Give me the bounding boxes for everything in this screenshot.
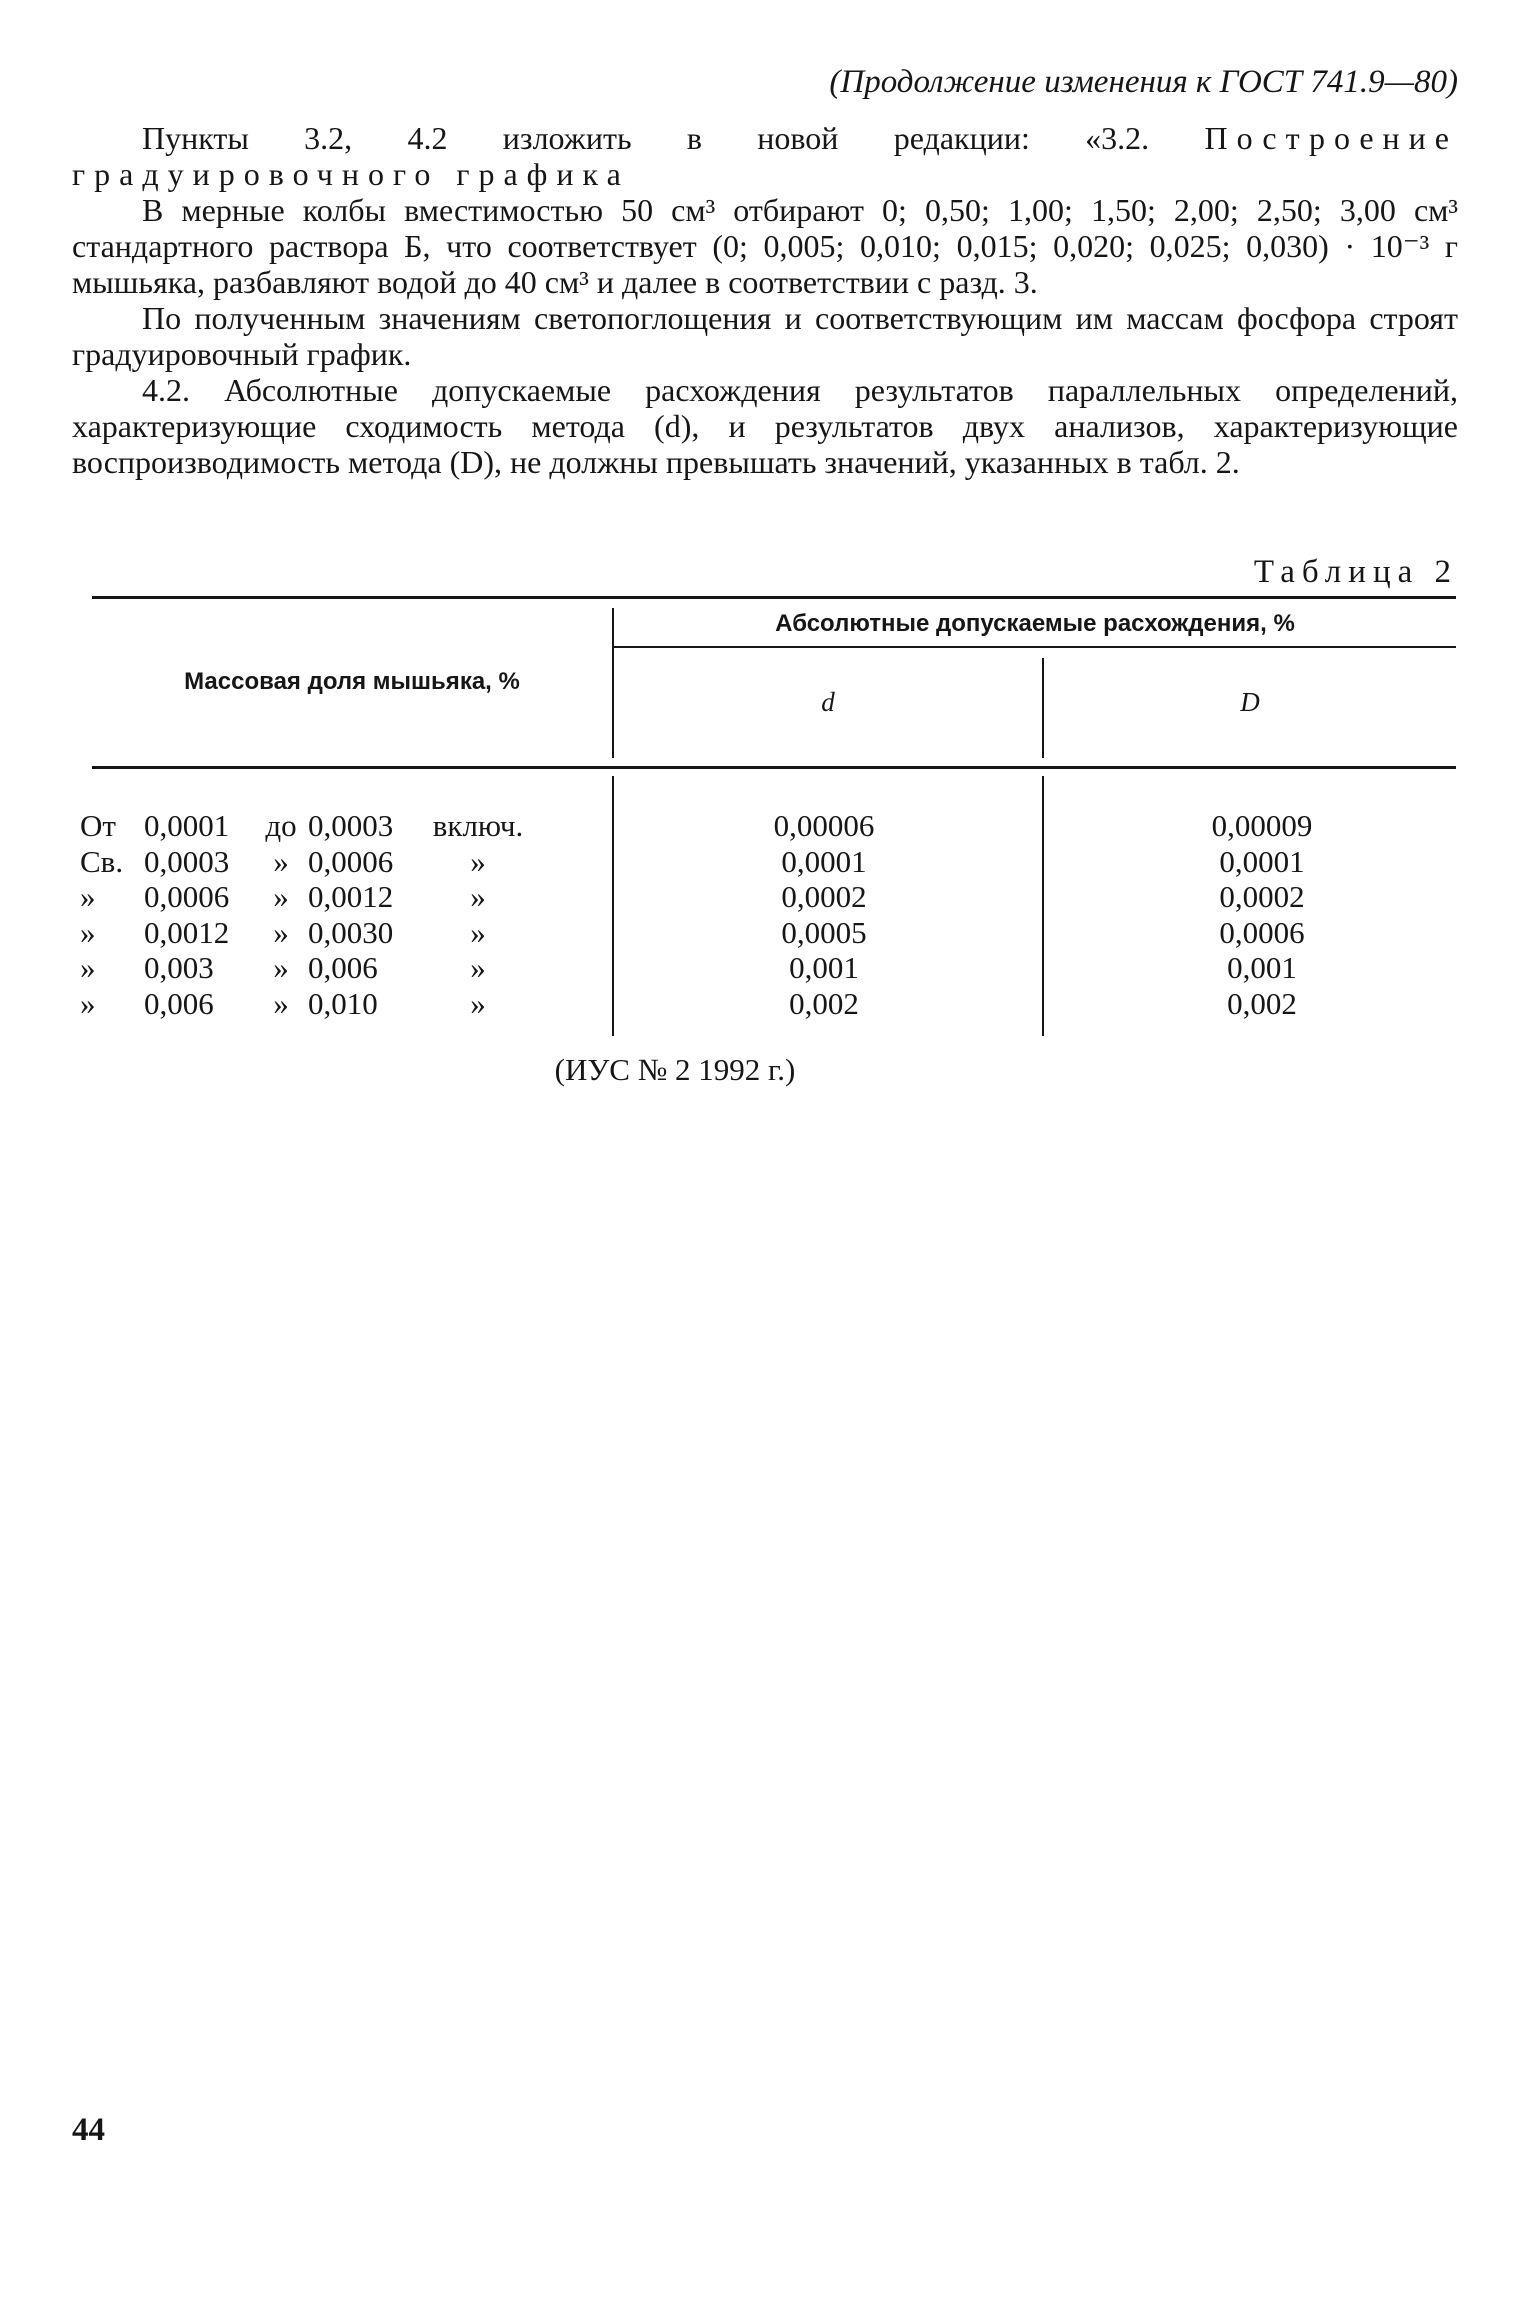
range-to: 0,010 — [308, 985, 378, 1021]
value-D: 0,0002 — [1219, 879, 1305, 914]
value-d: 0,00006 — [773, 808, 875, 843]
paragraph-calibration-procedure: В мерные колбы вместимостью 50 см³ отбирают 0; 0,50; 1,00; 1,50; 2,00; 2,50; 3,00 см³ стандартного раствора Б, что соответствует (0; 0,005; 0,010; 0,015; 0,020; 0,025; 0,030) · 10⁻³ г мышьяка, разбавляют водой до 40 см³ и далее в соответствии с разд. 3. — [72, 192, 1458, 300]
range-from: 0,006 — [144, 985, 214, 1021]
mass-range — [80, 879, 560, 914]
header-tolerances: Абсолютные допускаемые расхождения, % — [775, 610, 1295, 637]
range-prefix: » — [80, 985, 96, 1021]
range-suffix: » — [470, 985, 486, 1021]
range-to: 0,0003 — [308, 808, 394, 843]
range-prefix: » — [80, 879, 96, 914]
value-D: 0,0006 — [1219, 914, 1305, 950]
range-prefix: » — [80, 914, 96, 950]
range-from: 0,0003 — [144, 843, 230, 879]
range-sep: » — [273, 914, 289, 950]
range-to: 0,0030 — [308, 914, 394, 950]
value-D: 0,002 — [1227, 985, 1297, 1021]
mass-range — [80, 986, 560, 1021]
table-row — [80, 843, 1456, 880]
tolerance-table — [80, 596, 1456, 1036]
continuation-header: (Продолжение изменения к ГОСТ 741.9—80) — [829, 64, 1458, 100]
table-group-rule — [612, 646, 1456, 648]
value-d: 0,0005 — [781, 914, 867, 950]
range-suffix: » — [470, 843, 486, 879]
range-from: 0,0001 — [144, 808, 230, 843]
header-D: D — [1240, 687, 1260, 717]
table-caption: Таблица 2 — [1253, 554, 1458, 590]
range-prefix: От — [80, 808, 116, 843]
range-sep: до — [265, 808, 297, 843]
header-mass-fraction: Массовая доля мышьяка, % — [184, 668, 520, 695]
paragraph-revision — [72, 120, 1458, 192]
table-row — [80, 879, 1456, 915]
section-heading: Построение градуировочного графика — [72, 120, 1458, 192]
range-from: 0,0012 — [144, 914, 230, 950]
value-d: 0,001 — [789, 950, 859, 985]
range-to: 0,006 — [308, 950, 378, 985]
paragraph-calibration-graph: По полученным значениям светопоглощения и соответствующим им массам фосфора строят градуировочный график. — [72, 300, 1458, 372]
table-row — [80, 914, 1456, 951]
range-prefix: » — [80, 950, 96, 985]
table-body — [80, 808, 1456, 1021]
range-to: 0,0006 — [308, 843, 394, 879]
table-row — [80, 808, 1456, 844]
value-d: 0,002 — [789, 985, 859, 1021]
range-sep: » — [273, 843, 289, 879]
body-text — [72, 120, 1458, 480]
table-header-rule — [92, 766, 1456, 769]
mass-range — [80, 915, 560, 950]
page-number: 44 — [72, 2112, 105, 2148]
range-sep: » — [273, 985, 289, 1021]
range-from: 0,0006 — [144, 879, 230, 914]
value-D: 0,001 — [1227, 950, 1297, 985]
value-d: 0,0001 — [781, 843, 867, 879]
header-d: d — [821, 687, 835, 717]
value-d: 0,0002 — [781, 879, 867, 914]
range-suffix: » — [470, 879, 486, 914]
table-top-rule — [92, 596, 1456, 599]
value-D: 0,00009 — [1211, 808, 1313, 843]
mass-range — [80, 808, 560, 843]
mass-range — [80, 844, 560, 879]
range-sep: » — [273, 950, 289, 985]
range-to: 0,0012 — [308, 879, 394, 914]
range-sep: » — [273, 879, 289, 914]
ius-reference: (ИУС № 2 1992 г.) — [554, 1052, 796, 1087]
range-from: 0,003 — [144, 950, 214, 985]
range-suffix: » — [470, 914, 486, 950]
range-suffix: включ. — [432, 808, 524, 843]
mass-range — [80, 950, 560, 985]
paragraph-intro: Пункты 3.2, 4.2 изложить в новой редакции: «3.2. — [142, 120, 1205, 156]
table-row — [80, 950, 1456, 986]
value-D: 0,0001 — [1219, 843, 1305, 879]
table-row — [80, 985, 1456, 1022]
paragraph-tolerances: 4.2. Абсолютные допускаемые расхождения результатов параллельных определений, характеризующие сходимость метода (d), и результатов двух анализов, характеризующие воспроизводимость метода (D), не должны превышать значений, указанных в табл. 2. — [72, 372, 1458, 480]
range-prefix: Св. — [80, 843, 124, 879]
range-suffix: » — [470, 950, 486, 985]
